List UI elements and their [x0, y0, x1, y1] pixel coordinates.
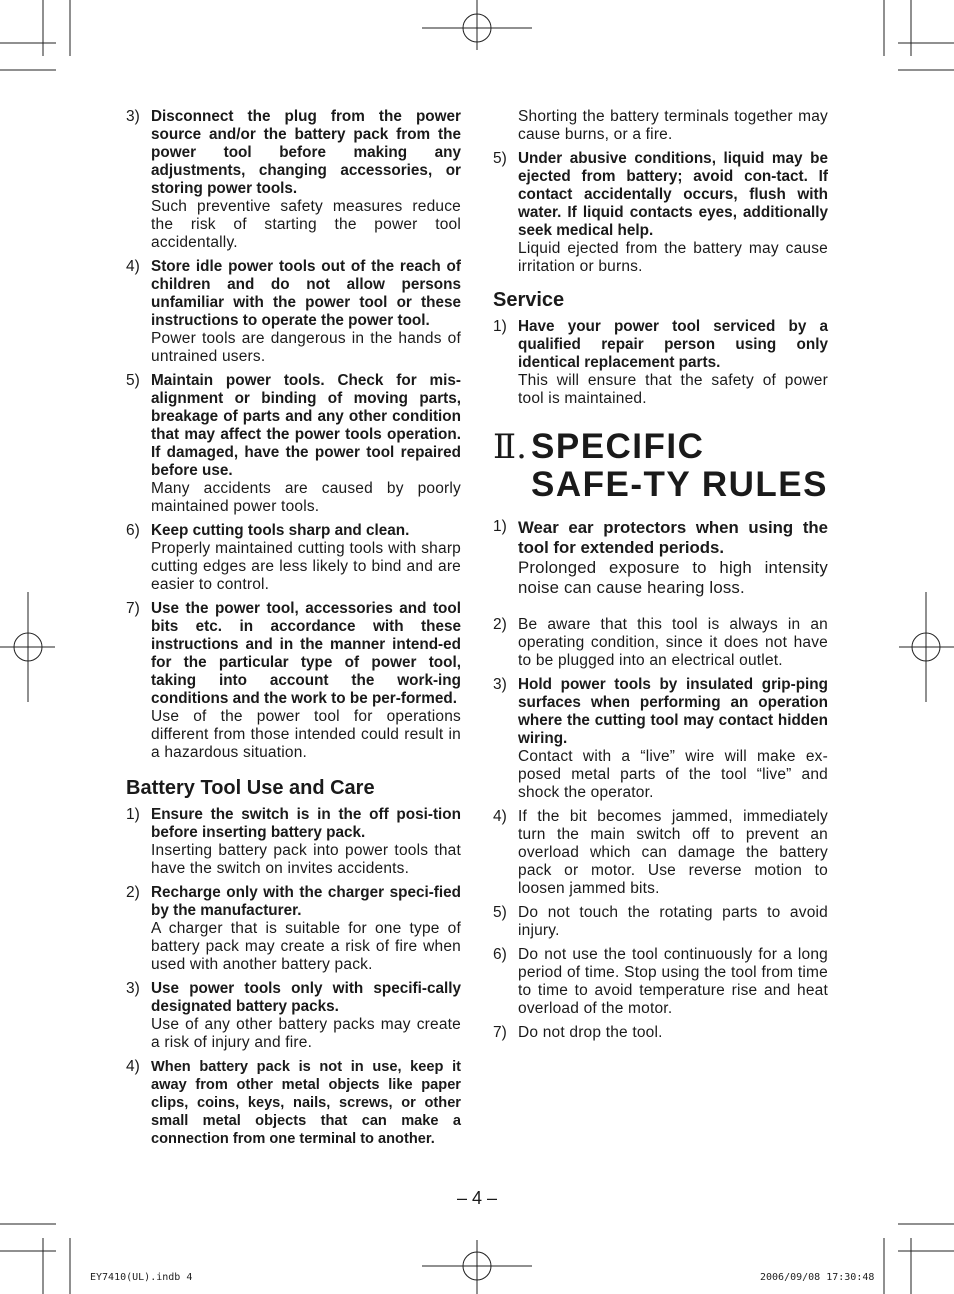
- page-number: – 4 –: [456, 1188, 498, 1208]
- list-item: [493, 150, 828, 276]
- list-item: [126, 522, 461, 594]
- item-text: Contact with a “live” wire will make ex-posed metal parts of the tool “live” and shock the operator.: [518, 748, 828, 801]
- item-text: Many accidents are caused by poorly maintained power tools.: [151, 480, 461, 515]
- item-bold-text: Hold power tools by insulated grip-ping surfaces when performing an operation where the cutting tool may contact hidden wiring.: [518, 676, 828, 747]
- item-text: Be aware that this tool is always in an operating condition, since it does not have to be plugged into an electrical outlet.: [518, 616, 828, 669]
- title-text: SPECIFIC SAFE-TY RULES: [531, 427, 828, 504]
- item-number: 6): [126, 522, 140, 539]
- continued-text: Shorting the battery terminals together may cause burns, or a fire.: [518, 108, 828, 143]
- item-bold-text: Wear ear protectors when using the tool for extended periods.: [518, 518, 828, 557]
- footer-file-info: EY7410(UL).indb 4: [90, 1272, 193, 1283]
- item-bold-text: Maintain power tools. Check for mis-alignment or binding of moving parts, breakage of parts and any other condition that may affect the power tools operation. If damaged, have the power tool repaired before use.: [151, 372, 461, 479]
- item-number: 5): [493, 904, 507, 921]
- item-text: Properly maintained cutting tools with sharp cutting edges are less likely to bind and are easier to control.: [151, 540, 461, 593]
- item-bold-text: Under abusive conditions, liquid may be ejected from battery; avoid con-tact. If contact accidentally occurs, flush with water. If liquid contacts eyes, additionally seek medical help.: [518, 150, 828, 239]
- item-text: Do not drop the tool.: [518, 1024, 663, 1041]
- item-text: Do not touch the rotating parts to avoid injury.: [518, 904, 828, 939]
- item-number: 2): [126, 884, 140, 901]
- list-item: [493, 518, 828, 598]
- list-item: [493, 946, 828, 1018]
- item-bold-text: Use the power tool, accessories and tool bits etc. in accordance with these instructions and in the manner intend-ed for the particular type of power tool, taking into account the work-ing conditions and the work to be per-formed.: [151, 600, 461, 707]
- item-text: Use of any other battery packs may create a risk of injury and fire.: [151, 1016, 461, 1051]
- item-number: 1): [493, 518, 507, 535]
- item-text: Do not use the tool continuously for a long period of time. Stop using the tool from time to time to avoid temperature rise and heat overload of the motor.: [518, 946, 828, 1017]
- item-number: 1): [493, 318, 507, 335]
- list-item: [126, 600, 461, 762]
- item-bold-text: Have your power tool serviced by a qualified repair person using only identical replacement parts.: [518, 318, 828, 371]
- list-item: [493, 318, 828, 408]
- list-item: [493, 1024, 828, 1042]
- list-item: [126, 980, 461, 1052]
- item-text: Use of the power tool for operations different from those intended could result in a hazardous situation.: [151, 708, 461, 761]
- item-text: Such preventive safety measures reduce the risk of starting the power tool accidentally.: [151, 198, 461, 251]
- item-bold-text: Disconnect the plug from the power source and/or the battery pack from the power tool before making any adjustments, changing accessories, or storing power tools.: [151, 108, 461, 197]
- list-item: [126, 258, 461, 366]
- item-bold-text: Keep cutting tools sharp and clean.: [151, 522, 410, 539]
- item-bold-text: Use power tools only with specifi-cally designated battery packs.: [151, 980, 461, 1015]
- list-item: [126, 806, 461, 878]
- item-number: 5): [126, 372, 140, 389]
- specific-safety-rules-title: [493, 428, 828, 504]
- list-item: [493, 904, 828, 940]
- list-item: [493, 808, 828, 898]
- item-number: 6): [493, 946, 507, 963]
- item-bold-text: Ensure the switch is in the off posi-tion before inserting battery pack.: [151, 806, 461, 841]
- item-text: Prolonged exposure to high intensity noise can cause hearing loss.: [518, 558, 828, 597]
- item-text: Liquid ejected from the battery may cause irritation or burns.: [518, 240, 828, 275]
- left-column: [126, 108, 461, 1154]
- section-heading-battery: Battery Tool Use and Care: [126, 777, 375, 799]
- item-number: 5): [493, 150, 507, 167]
- section-heading-service: Service: [493, 289, 565, 311]
- item-number: 1): [126, 806, 140, 823]
- list-item: [126, 884, 461, 974]
- item-text: Inserting battery pack into power tools that have the switch on invites accidents.: [151, 842, 461, 877]
- right-column: [493, 108, 828, 1048]
- item-number: 7): [126, 600, 140, 617]
- item-bold-text: When battery pack is not in use, keep it away from other metal objects like paper clips, coins, keys, nails, screws, or other small metal objects that can make a connection from one terminal to another.: [151, 1059, 461, 1147]
- item-number: 7): [493, 1024, 507, 1041]
- list-item: [493, 616, 828, 670]
- list-item: [126, 108, 461, 252]
- item-number: 4): [493, 808, 507, 825]
- item-number: 3): [126, 980, 140, 997]
- item-text: Power tools are dangerous in the hands of untrained users.: [151, 330, 461, 365]
- item-text: If the bit becomes jammed, immediately turn the main switch off to prevent an overload which can damage the battery pack or motor. Use reverse motion to loosen jammed bits.: [518, 808, 828, 897]
- item-number: 3): [126, 108, 140, 125]
- item-number: 2): [493, 616, 507, 633]
- list-item: [126, 372, 461, 516]
- item-number: 4): [126, 1058, 140, 1075]
- list-item: [126, 1058, 461, 1148]
- item-number: 4): [126, 258, 140, 275]
- item-bold-text: Recharge only with the charger speci-fied by the manufacturer.: [151, 884, 461, 919]
- item-bold-text: Store idle power tools out of the reach of children and do not allow persons unfamiliar with the power tool or these instructions to operate the power tool.: [151, 258, 461, 329]
- item-number: 3): [493, 676, 507, 693]
- list-item: [493, 676, 828, 802]
- item-text: This will ensure that the safety of power tool is maintained.: [518, 372, 828, 407]
- roman-numeral: Ⅱ.: [493, 427, 527, 467]
- footer-timestamp: 2006/09/08 17:30:48: [760, 1272, 875, 1283]
- item-text: A charger that is suitable for one type of battery pack may create a risk of fire when used with another battery pack.: [151, 920, 461, 973]
